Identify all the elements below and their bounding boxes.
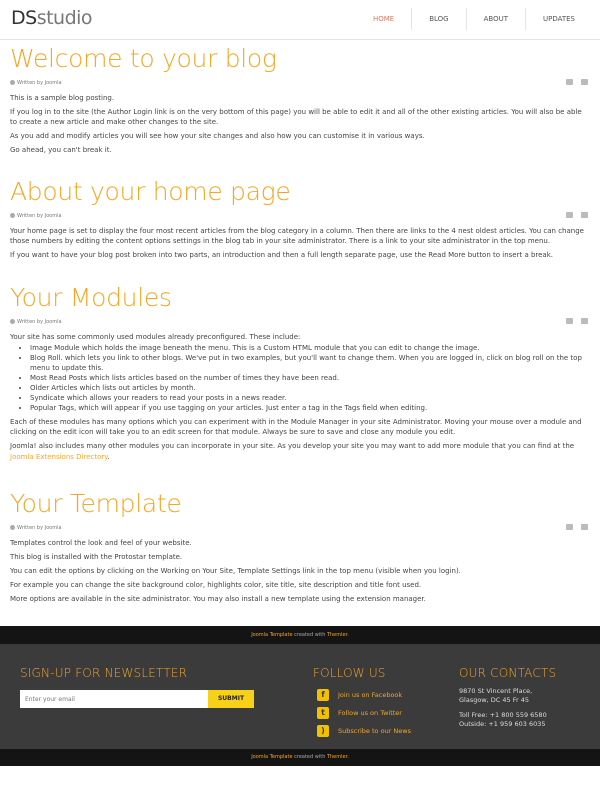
twitter-icon: t — [317, 707, 329, 719]
article-tools — [558, 212, 588, 223]
credit-text: created with — [292, 754, 327, 760]
article-body — [10, 93, 588, 156]
article-author: Written by Joomla — [17, 319, 62, 325]
article-tools — [558, 79, 588, 90]
email-icon[interactable] — [581, 524, 588, 530]
article-author: Written by Joomla — [17, 213, 62, 219]
facebook-icon: f — [317, 689, 329, 701]
user-icon — [10, 525, 15, 530]
module-list — [30, 343, 588, 413]
paragraph-text: Joomla! also includes many other modules you can incorporate in your site. As you develop your site you may want to add more module that you can find at the — [10, 442, 575, 450]
article-meta — [10, 211, 588, 222]
paragraph: You can edit the options by clicking on the Working on Your Site, Template Settings link in the top menu (visible when you login). — [10, 566, 461, 575]
footer — [0, 644, 600, 749]
address-line: 9870 St Vincent Place, — [459, 687, 533, 695]
list-item: • Blog Roll. which lets you link to other blogs. We've put in two examples, but you'll want to change them. When you are logged in, click on blog roll on the top menu to update this. — [30, 353, 588, 373]
paragraph: Your site has some commonly used modules already preconfigured. These include: — [10, 332, 301, 341]
joomla-template-link[interactable]: Joomla Template — [251, 632, 293, 638]
paragraph: For example you can change the site background color, highlights color, site title, site description and title font used. — [10, 580, 422, 589]
email-icon[interactable] — [581, 212, 588, 218]
paragraph: This blog is installed with the Protostar template. — [10, 552, 183, 561]
nav-updates[interactable]: UPDATES — [525, 8, 592, 30]
site-header — [0, 0, 600, 40]
logo-part-studio: studio — [36, 7, 93, 29]
list-item: • Older Articles which lists out articles by month. — [30, 383, 588, 393]
print-icon[interactable] — [566, 79, 573, 85]
article — [10, 176, 588, 282]
article-title[interactable]: Welcome to your blog — [10, 44, 277, 73]
list-item: • Popular Tags, which will appear if you use tagging on your articles. Just enter a tag in the Tags field when editing. — [30, 403, 588, 413]
article-body — [10, 538, 588, 605]
paragraph-text: . — [107, 452, 110, 461]
email-icon[interactable] — [581, 318, 588, 324]
nav-about[interactable]: ABOUT — [466, 8, 525, 30]
article-tools — [558, 318, 588, 329]
social-label[interactable]: Join us on Facebook — [338, 691, 403, 699]
contacts-title: OUR CONTACTS — [459, 666, 557, 680]
paragraph: As you add and modify articles you will see how your site changes and also how you can customise it in various ways. — [10, 132, 425, 140]
site-logo[interactable] — [11, 7, 92, 29]
article-body — [10, 332, 588, 463]
list-item: • Most Read Posts which lists articles based on the number of times they have been read. — [30, 373, 588, 383]
email-icon[interactable] — [581, 79, 588, 85]
joomla-template-link[interactable]: Joomla Template — [251, 754, 293, 760]
paragraph: This is a sample blog posting. — [10, 93, 115, 102]
social-link-facebook[interactable] — [313, 686, 411, 704]
follow-title: FOLLOW US — [313, 666, 386, 680]
print-icon[interactable] — [566, 212, 573, 218]
social-label[interactable]: Subscribe to our News — [338, 727, 411, 735]
phone-line: Outside: +1 959 603 6035 — [459, 720, 546, 728]
email-input[interactable] — [20, 690, 208, 708]
article-meta — [10, 317, 588, 328]
user-icon — [10, 80, 15, 85]
article-title[interactable]: Your Template — [10, 489, 182, 518]
main-nav — [356, 8, 592, 30]
print-icon[interactable] — [566, 524, 573, 530]
article — [10, 488, 588, 618]
credit-text: created with — [292, 632, 327, 638]
social-link-rss[interactable] — [313, 722, 411, 740]
social-label[interactable]: Follow us on Twitter — [338, 709, 402, 717]
paragraph: Templates control the look and feel of your website. — [10, 538, 192, 547]
article-meta — [10, 78, 588, 89]
credit-text: . — [347, 754, 349, 760]
article — [10, 282, 588, 488]
newsletter-form — [20, 690, 254, 708]
address-line: Glasgow, DC 45 Fr 45 — [459, 696, 529, 704]
paragraph: Go ahead, you can't break it. — [10, 146, 112, 154]
paragraph: Your home page is set to display the four most recent articles from the blog category in a column. Then there are links to the 4 nest oldest articles. You can change those numbers by editing the content options settings in the blog tab in your site administrator. There is a link to your site administrator in the top menu. — [10, 226, 584, 245]
paragraph: More options are available in the site administrator. You may also install a new template using the extension manager. — [10, 594, 426, 603]
paragraph: Each of these modules has many options which you can experiment with in the Module Manager in your site Administrator. Moving your mouse over a module and clicking on the edit icon will take you to an edit screen for that module. Always be sure to save and close any module you edit. — [10, 417, 582, 436]
nav-blog[interactable]: BLOG — [411, 8, 465, 30]
paragraph: If you log in to the site (the Author Login link is on the very bottom of this page) you will be able to edit it and all of the other existing articles. You will also be able to create a new article and make other changes to the site. — [10, 107, 582, 126]
main-content — [10, 43, 588, 618]
footer-credit-top — [0, 626, 600, 644]
list-item: • Syndicate which allows your readers to read your posts in a news reader. — [30, 393, 588, 403]
paragraph: If you want to have your blog post broken into two parts, an introduction and then a full length separate page, use the Read More button to insert a break. — [10, 251, 553, 259]
themler-link[interactable]: Themler — [326, 632, 348, 638]
print-icon[interactable] — [566, 318, 573, 324]
paragraph — [10, 441, 588, 462]
credit-text: . — [347, 632, 349, 638]
article-author: Written by Joomla — [17, 80, 62, 86]
article-title[interactable]: About your home page — [10, 177, 291, 206]
footer-credit-bottom — [0, 749, 600, 766]
social-link-twitter[interactable] — [313, 704, 411, 722]
submit-button[interactable]: SUBMIT — [208, 690, 254, 708]
list-item: • Image Module which holds the image beneath the menu. This is a Custom HTML module that you can edit to change the image. — [30, 343, 588, 353]
article-author: Written by Joomla — [17, 525, 62, 531]
article-tools — [558, 524, 588, 535]
newsletter-title: SIGN-UP FOR NEWSLETTER — [20, 666, 188, 680]
user-icon — [10, 213, 15, 218]
article-meta — [10, 523, 588, 534]
article-body — [10, 226, 588, 261]
extensions-directory-link[interactable]: Joomla Extensions Directory — [10, 452, 108, 461]
logo-part-ds: DS — [11, 7, 37, 29]
contacts-section — [459, 666, 556, 729]
article-title[interactable]: Your Modules — [10, 283, 172, 312]
user-icon — [10, 319, 15, 324]
rss-icon: ) — [317, 725, 329, 737]
phone-line: Toll Free: +1 800 559 6580 — [459, 711, 547, 719]
article — [10, 43, 588, 176]
newsletter-section — [20, 666, 254, 708]
nav-home[interactable]: HOME — [372, 15, 395, 23]
follow-section — [313, 666, 411, 740]
themler-link[interactable]: Themler — [326, 754, 348, 760]
